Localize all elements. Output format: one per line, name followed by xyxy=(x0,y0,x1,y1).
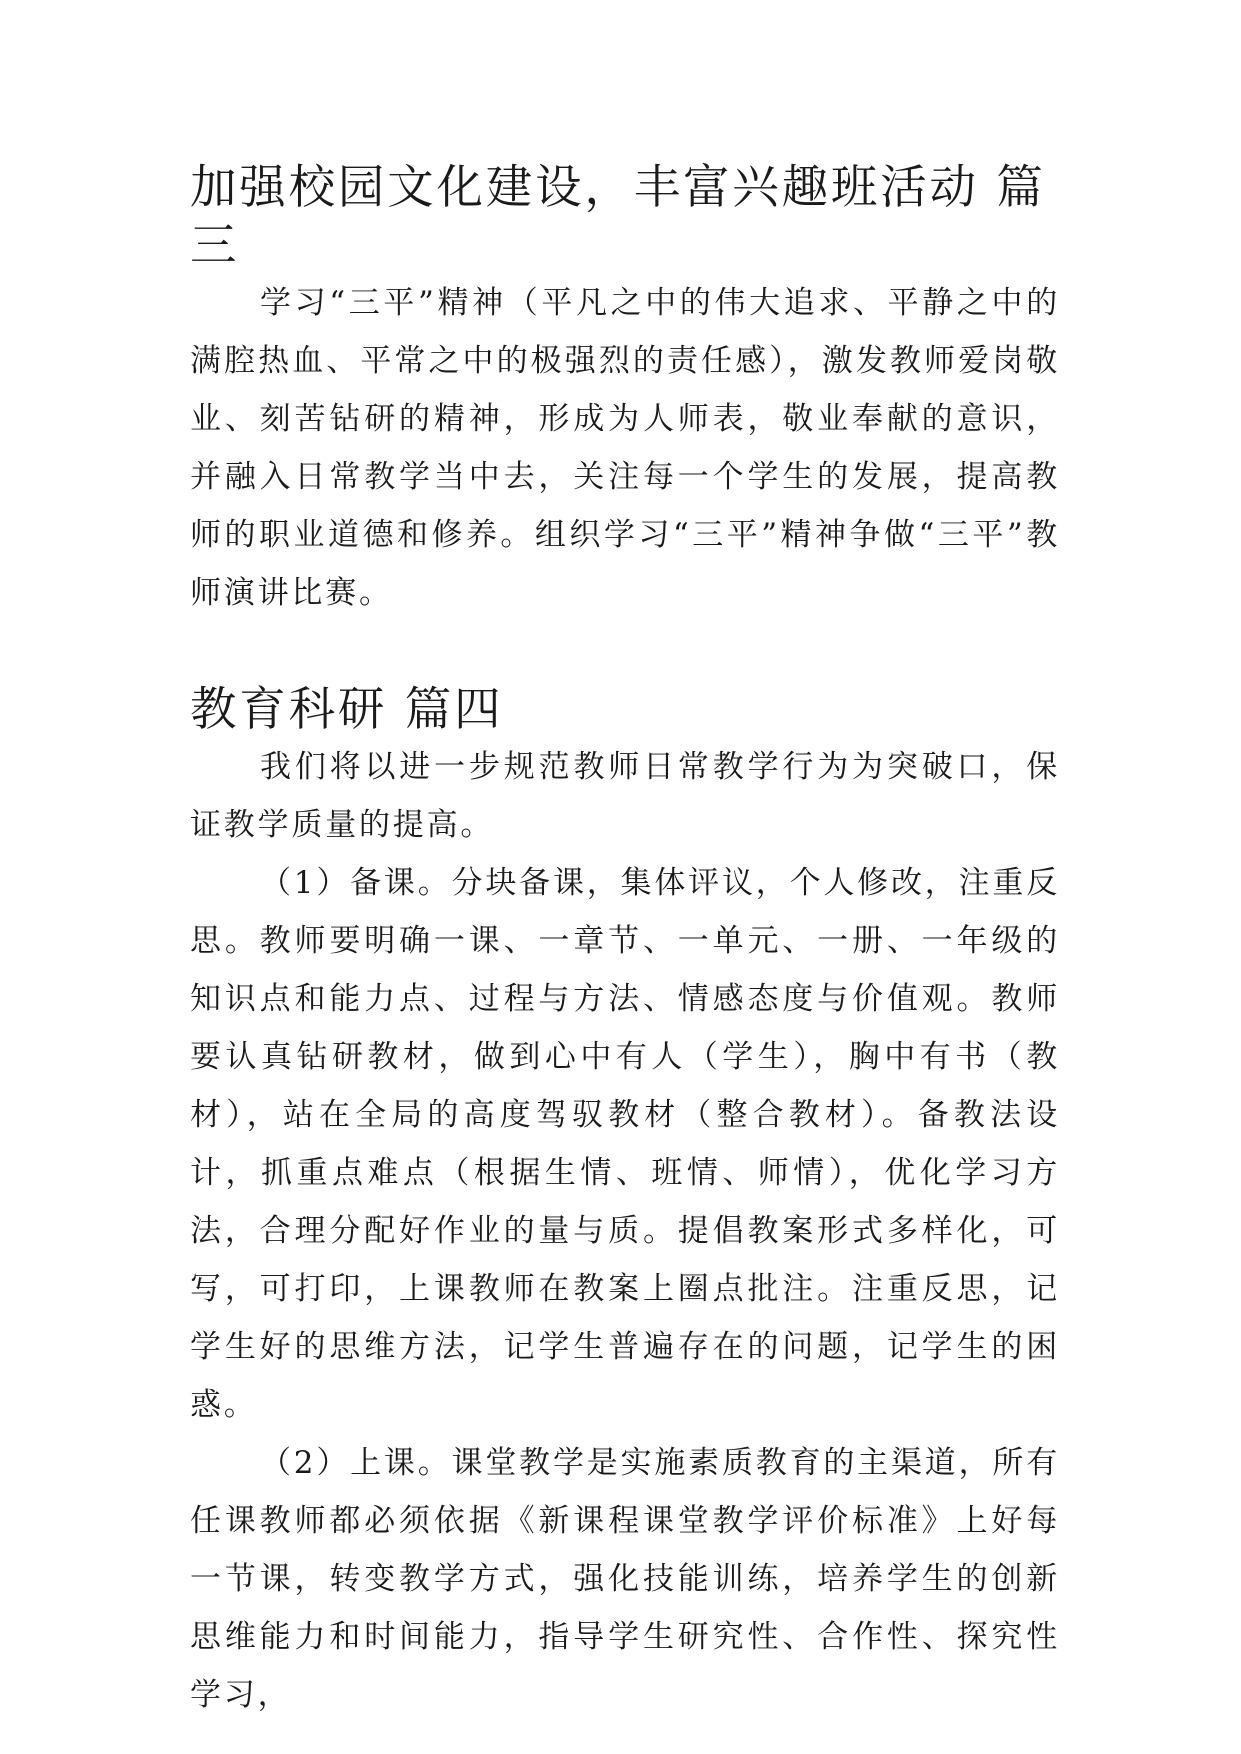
section-gap xyxy=(190,622,1060,680)
section-heading: 加强校园文化建设，丰富兴趣班活动 篇三 xyxy=(190,160,1046,272)
document-body xyxy=(190,158,1060,1724)
section-campus-culture xyxy=(190,158,1060,622)
paragraph-lesson-prep: （1）备课。分块备课，集体评议，个人修改，注重反思。教师要明确一课、一章节、一单元、一册、一年级的知识点和能力点、过程与方法、情感态度与价值观。教师要认真钻研教材，做到心中有人（学生），胸中有书（教材），站在全局的高度驾驭教材（整合教材）。备教法设计，抓重点难点（根据生情、班情、师情），优化学习方法，合理分配好作业的量与质。提倡教案形式多样化，可写，可打印，上课教师在教案上圈点批注。注重反思，记学生好的思维方法，记学生普遍存在的问题，记学生的困惑。 xyxy=(190,865,1060,1423)
paragraph: 学习“三平”精神（平凡之中的伟大追求、平静之中的满腔热血、平常之中的极强烈的责任感），激发教师爱岗敬业、刻苦钻研的精神，形成为人师表，敬业奉献的意识，并融入日常教学当中去，关注每一个学生的发展，提高教师的职业道德和修养。组织学习“三平”精神争做“三平”教师演讲比赛。 xyxy=(190,285,1060,611)
section-education-research xyxy=(190,680,1060,1724)
paragraph: 我们将以进一步规范教师日常教学行为为突破口，保证教学质量的提高。 xyxy=(190,749,1060,843)
section-heading: 教育科研 篇四 xyxy=(190,682,504,736)
paragraph-teaching: （2）上课。课堂教学是实施素质教育的主渠道，所有任课教师都必须依据《新课程课堂教学评价标准》上好每一节课，转变教学方式，强化技能训练，培养学生的创新思维能力和时间能力，指导学生研究性、合作性、探究性学习， xyxy=(190,1445,1060,1713)
